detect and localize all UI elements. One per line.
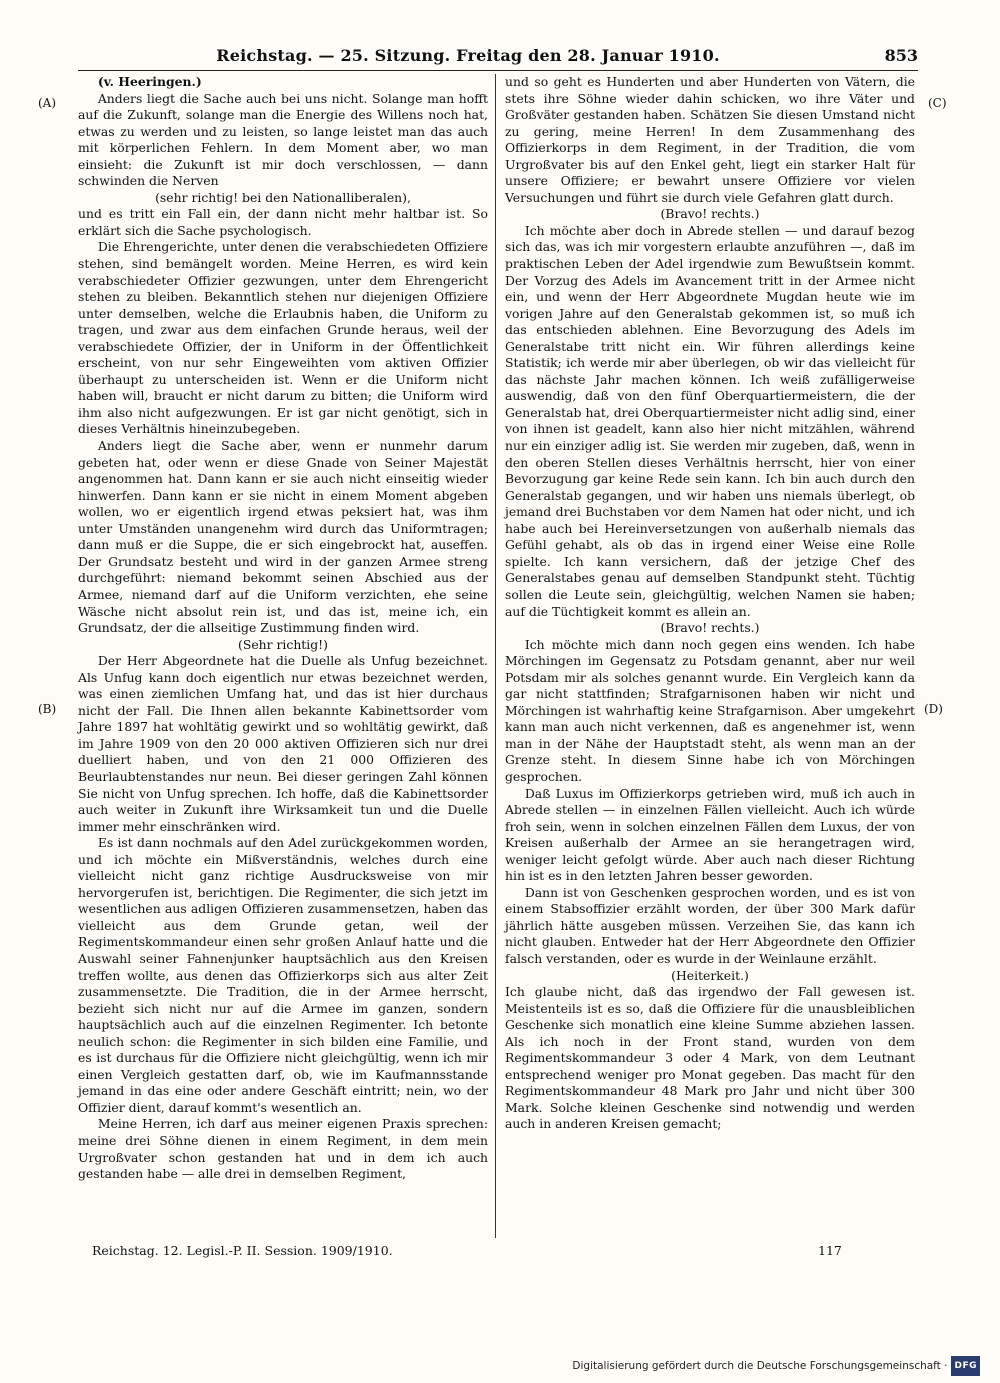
margin-mark-a: (A) [38, 96, 57, 110]
paragraph: Der Herr Abgeordnete hat die Duelle als Unfug bezeichnet. Als Unfug kann doch eigentlich nur etwas bezeichnet werden, was einen ziemlichen Umfang hat, und das ist hier durchaus nicht der Fall. Die Ihnen allen bekannte Kabinettsorder vom Jahre 1897 hat wohltätig gewirkt und so wohltätig gewirkt, daß im Jahre 1909 von den 20 000 aktiven Offizieren sich nur drei duelliert haben, und von den 21 000 Offizieren des Beurlaubtenstandes nur neun. Bei dieser geringen Zahl können Sie nicht von Unfug sprechen. Ich hoffe, daß die Kabinettsorder auch weiter in Zukunft ihre Wirksamkeit tun und die Duelle immer mehr einschränken wird. [78, 653, 488, 834]
interjection: (sehr richtig! bei den Nationalliberalen), [155, 189, 411, 205]
paragraph: Dann ist von Geschenken gesprochen worden, und es ist von einem Stabsoffizier erzählt worden, der über 300 Mark dafür jährlich hätte ausgeben müssen. Verzeihen Sie, das kann ich nicht glauben. Entweder hat der Herr Abgeordnete den Offizier falsch verstanden, oder es wurde in der Weinlaune erzählt. [505, 884, 915, 966]
interjection: (Bravo! rechts.) [660, 620, 760, 636]
credit-text: Digitalisierung gefördert durch die Deutsche Forschungsgemeinschaft · [572, 1360, 948, 1372]
footer-session: Reichstag. 12. Legisl.-P. II. Session. 1909/1910. [92, 1243, 393, 1258]
interjection: (Heiterkeit.) [671, 967, 749, 983]
margin-mark-c: (C) [928, 96, 947, 110]
speaker-name: (v. Heeringen.) [97, 74, 202, 89]
paragraph: Meine Herren, ich darf aus meiner eigenen Praxis sprechen: meine drei Söhne dienen in einem Regiment, in dem mein Urgroßvater schon gestanden hat und in dem ich auch gestanden habe — alle drei in demselben Regiment, [78, 1116, 488, 1182]
interjection: (Bravo! rechts.) [660, 206, 760, 222]
column-divider [495, 74, 496, 1238]
interjection: (Sehr richtig!) [238, 636, 328, 652]
paragraph: Ich möchte mich dann noch gegen eins wenden. Ich habe Mörchingen im Gegensatz zu Potsdam genannt, aber nur weil Potsdam mir als solches genannt wurde. Ein Vergleich kann da gar nicht stattfinden; Strafgarnisonen haben wir nicht und Mörchingen ist wahrhaftig keine Strafgarnison. Aber umgekehrt kann man auch nicht verkennen, daß es angenehmer ist, wenn man in der Nähe der Hauptstadt steht, als wenn man an der Grenze steht. In diesem Sinne habe ich von Mörchingen gesprochen. [505, 636, 915, 784]
left-column [78, 74, 488, 1183]
page-header [78, 44, 918, 68]
paragraph: Anders liegt die Sache auch bei uns nicht. Solange man hofft auf die Zukunft, solange man die Energie des Willens noch hat, etwas zu werden und zu leisten, so lange leistet man das auch mit körperlichen Fehlern. In dem Moment aber, wo man einsieht: die Zukunft ist mir doch verschlossen, — dann schwinden die Nerven [78, 90, 488, 189]
page-footer [92, 1242, 852, 1260]
digitization-credit [572, 1357, 980, 1375]
right-column [505, 74, 915, 1133]
paragraph: und es tritt ein Fall ein, der dann nicht mehr haltbar ist. So erklärt sich die Sache psychologisch. [78, 206, 488, 238]
paragraph: Ich möchte aber doch in Abrede stellen — und darauf bezog sich das, was ich mir vorgestern erlaubte anzuführen —, daß im praktischen Leben der Adel irgendwie zum Bewußtsein kommt. Der Vorzug des Adels im Avancement tritt in der Armee nicht ein, und wenn der Herr Abgeordnete Mugdan heute wie im vorigen Jahre auf den Generalstab gekommen ist, so muß ich das entschieden ablehnen. Eine Bevorzugung des Adels im Generalstabe tritt nicht ein. Wir führen allerdings keine Statistik; ich werde mir aber überlegen, ob wir das vielleicht für das nächste Jahr machen können. Ich weiß zufälligerweise auswendig, daß von den fünf Oberquartiermeistern, die der Generalstab hat, drei Oberquartiermeister nicht adlig sind, einer von ihnen ist geadelt, kann also hier nicht mitzählen, während nur ein einziger adlig ist. Sie werden mir zugeben, daß, wenn in den oberen Stellen dieses Verhältnis herrscht, hier von einer Bevorzugung gar keine Rede sein kann. Ich bin auch durch den Generalstab gegangen, und wir haben uns niemals überlegt, ob jemand drei Buchstaben vor dem Namen hat oder nicht, und ich habe auch bei Hereinversetzungen von außerhalb niemals das Gefühl gehabt, als ob das in irgend einer Weise eine Rolle spielte. Ich kann versichern, daß der jetzige Chef des Generalstabes genau auf demselben Standpunkt steht. Tüchtig sollen die Leute sein, gleichgültig, welchen Namen sie haben; auf die Tüchtigkeit kommt es allein an. [505, 222, 915, 619]
paragraph: Ich glaube nicht, daß das irgendwo der Fall gewesen ist. Meistenteils ist es so, daß die Offiziere für die unausbleiblichen Geschenke sich monatlich eine kleine Summe abziehen lassen. Als ich noch in der Front stand, wurden von dem Regimentskommandeur 3 oder 4 Mark, von dem Leutnant entsprechend weniger pro Monat gegeben. Das macht für den Regimentskommandeur 48 Mark pro Jahr und nicht über 300 Mark. Solche kleinen Geschenke sind notwendig und werden auch in anderen Kreisen gemacht; [505, 984, 915, 1132]
paragraph: Es ist dann nochmals auf den Adel zurückgekommen worden, und ich möchte ein Mißverständnis, welches durch eine vielleicht nicht ganz richtige Ausdrucksweise von mir hervorgerufen ist, berichtigen. Die Regimenter, die sich jetzt im wesentlichen aus adligen Offizieren zusammensetzen, haben das vielleicht aus dem Grunde getan, weil der Regimentskommandeur einen sehr großen Anlauf hatte und die Auswahl seiner Fahnenjunker hauptsächlich aus den Kreisen treffen wollte, aus denen das Offizierkorps sich aus alter Zeit zusammensetzte. Die Tradition, die in der Armee herrscht, bezieht sich nicht nur auf die Armee im ganzen, sondern hauptsächlich auch auf die einzelnen Regimenter. Ich betonte neulich schon: die Regimenter in sich bilden eine Familie, und es ist durchaus für die Offiziere nicht gleichgültig, wenn ich mir einen Vergleich gestatten darf, ob, wie im Kaufmannsstande jemand in das eine oder andere Geschäft eintritt; nein, wo der Offizier dient, darauf kommt's wesentlich an. [78, 835, 488, 1115]
page-number: 853 [884, 46, 918, 65]
paragraph: Anders liegt die Sache aber, wenn er nunmehr darum gebeten hat, oder wenn er diese Gnade von Seiner Majestät angenommen hat. Dann kann er sie auch nicht einseitig wieder hinwerfen. Dann kann er sie nicht in einem Moment abgeben wollen, wo er eigentlich irgend etwas peksiert hat, was ihm unter Umständen unangenehm wird durch das Uniformtragen; dann muß er die Suppe, die er sich eingebrockt hat, auseffen. Der Grundsatz besteht und wird in der ganzen Armee streng durchgeführt: niemand bekommt seinen Abschied aus der Armee, niemand darf auf die Uniform verzichten, ehe seine Wäsche nicht absolut rein ist, und das ist, meine ich, ein Grundsatz, der die allseitige Zustimmung finden wird. [78, 438, 488, 636]
margin-mark-d: (D) [924, 702, 943, 716]
footer-signature: 117 [818, 1243, 842, 1258]
dfg-logo-icon: DFG [951, 1356, 980, 1376]
running-title: Reichstag. — 25. Sitzung. Freitag den 28. Januar 1910. [216, 46, 720, 65]
margin-mark-b: (B) [38, 702, 57, 716]
paragraph: Daß Luxus im Offizierkorps getrieben wird, muß ich auch in Abrede stellen — in einzelnen Fällen vielleicht. Auch ich würde froh sein, wenn in solchen einzelnen Fällen dem Luxus, der von Kreisen außerhalb der Armee an sie herangetragen wird, weniger leicht gefolgt würde. Aber auch nach dieser Richtung hin ist es in den letzten Jahren besser geworden. [505, 785, 915, 884]
paragraph: und so geht es Hunderten und aber Hunderten von Vätern, die stets ihre Söhne wieder dahin schicken, wo ihre Väter und Großväter gestanden haben. Schätzen Sie diesen Umstand nicht zu gering, meine Herren! In dem Zusammenhang des Offizierkorps in dem Regiment, in der Tradition, die vom Urgroßvater bis auf den Enkel geht, liegt ein starker Halt für unsere Offiziere; er bewahrt unsere Offiziere vor vielen Versuchungen und führt sie durch viele Gefahren glatt durch. [505, 74, 915, 205]
header-rule [78, 70, 918, 71]
paragraph: Die Ehrengerichte, unter denen die verabschiedeten Offiziere stehen, sind bemängelt worden. Meine Herren, es wird kein verabschiedeter Offizier gezwungen, unter dem Ehrengericht stehen zu bleiben. Bekanntlich stehen nur diejenigen Offiziere unter demselben, welche die Erlaubnis haben, die Uniform zu tragen, und zwar aus dem einfachen Grunde heraus, weil der verabschiedete Offizier, der in Uniform in der Öffentlichkeit erscheint, von nur sehr Eingeweihten vom aktiven Offizier überhaupt zu unterscheiden ist. Wenn er die Uniform nicht haben will, braucht er nicht darum zu bitten; die Uniform wird ihm also nicht aufgezwungen. Er ist gar nicht genötigt, sich in dieses Verhältnis hineinzubegeben. [78, 239, 488, 437]
